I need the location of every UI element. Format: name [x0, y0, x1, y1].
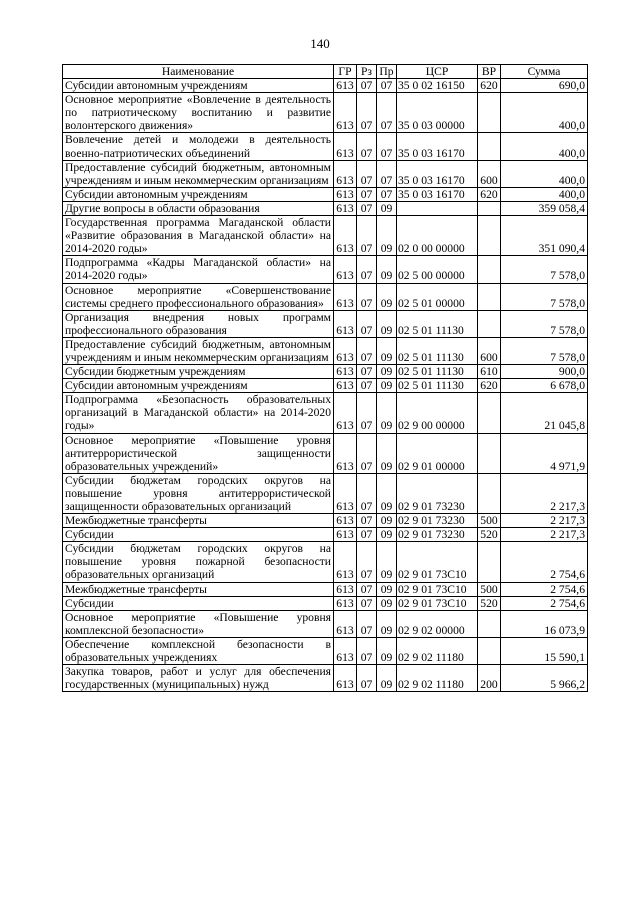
- cell-rz: 07: [357, 187, 377, 201]
- cell-sum: 400,0: [501, 93, 588, 133]
- cell-rz: 07: [357, 514, 377, 528]
- cell-pr: 07: [377, 187, 397, 201]
- cell-rz: 07: [357, 610, 377, 637]
- cell-name: Вовлечение детей и молодежи в деятельность военно-патриотических объединений: [63, 133, 334, 160]
- cell-rz: 07: [357, 133, 377, 160]
- table-row: [63, 201, 588, 215]
- cell-csr: 02 9 01 00000: [397, 433, 478, 473]
- cell-sum: 2 217,3: [501, 473, 588, 513]
- cell-pr: 09: [377, 610, 397, 637]
- cell-sum: 4 971,9: [501, 433, 588, 473]
- cell-rz: 07: [357, 93, 377, 133]
- cell-vr: 620: [478, 79, 501, 93]
- cell-pr: 07: [377, 160, 397, 187]
- cell-gr: 613: [334, 528, 357, 542]
- cell-rz: 07: [357, 542, 377, 582]
- cell-name: Субсидии бюджетам городских округов на повышение уровня антитеррористической защищенности образовательных организаций: [63, 473, 334, 513]
- cell-csr: 35 0 03 00000: [397, 93, 478, 133]
- cell-csr: 02 9 02 00000: [397, 610, 478, 637]
- table-row: [63, 582, 588, 596]
- cell-sum: 400,0: [501, 187, 588, 201]
- cell-gr: 613: [334, 256, 357, 283]
- cell-csr: 02 9 01 73230: [397, 514, 478, 528]
- table-row: [63, 665, 588, 692]
- table-row: [63, 596, 588, 610]
- cell-sum: 400,0: [501, 160, 588, 187]
- table-row: [63, 637, 588, 664]
- table-row: [63, 79, 588, 93]
- cell-gr: 613: [334, 665, 357, 692]
- cell-gr: 613: [334, 216, 357, 256]
- cell-vr: 520: [478, 528, 501, 542]
- cell-vr: [478, 637, 501, 664]
- cell-csr: 02 9 00 00000: [397, 393, 478, 433]
- cell-gr: 613: [334, 393, 357, 433]
- cell-rz: 07: [357, 637, 377, 664]
- table-row: [63, 514, 588, 528]
- cell-pr: 09: [377, 310, 397, 337]
- cell-pr: 09: [377, 201, 397, 215]
- cell-vr: 500: [478, 514, 501, 528]
- table-row: [63, 187, 588, 201]
- table-row: [63, 256, 588, 283]
- cell-name: Субсидии автономным учреждениям: [63, 379, 334, 393]
- cell-vr: [478, 93, 501, 133]
- cell-name: Подпрограмма «Кадры Магаданской области» на 2014-2020 годы»: [63, 256, 334, 283]
- header-rz: Рз: [357, 65, 377, 79]
- cell-vr: [478, 473, 501, 513]
- cell-sum: 690,0: [501, 79, 588, 93]
- cell-sum: 900,0: [501, 365, 588, 379]
- cell-pr: 09: [377, 283, 397, 310]
- cell-name: Другие вопросы в области образования: [63, 201, 334, 215]
- cell-rz: 07: [357, 582, 377, 596]
- cell-csr: 02 5 01 11130: [397, 337, 478, 364]
- cell-csr: 35 0 02 16150: [397, 79, 478, 93]
- cell-name: Закупка товаров, работ и услуг для обеспечения государственных (муниципальных) нужд: [63, 665, 334, 692]
- table-row: [63, 542, 588, 582]
- cell-csr: 02 5 01 00000: [397, 283, 478, 310]
- cell-vr: 620: [478, 187, 501, 201]
- cell-name: Обеспечение комплексной безопасности в образовательных учреждениях: [63, 637, 334, 664]
- header-vr: ВР: [478, 65, 501, 79]
- cell-vr: [478, 283, 501, 310]
- cell-csr: 02 9 01 73230: [397, 528, 478, 542]
- header-sum: Сумма: [501, 65, 588, 79]
- table-row: [63, 473, 588, 513]
- cell-gr: 613: [334, 365, 357, 379]
- cell-name: Субсидии автономным учреждениям: [63, 79, 334, 93]
- cell-gr: 613: [334, 433, 357, 473]
- cell-csr: 02 5 00 00000: [397, 256, 478, 283]
- cell-rz: 07: [357, 201, 377, 215]
- cell-gr: 613: [334, 133, 357, 160]
- cell-gr: 613: [334, 283, 357, 310]
- cell-sum: 7 578,0: [501, 310, 588, 337]
- cell-rz: 07: [357, 433, 377, 473]
- cell-name: Предоставление субсидий бюджетным, автономным учреждениям и иным некоммерческим организациям: [63, 160, 334, 187]
- cell-pr: 09: [377, 337, 397, 364]
- cell-gr: 613: [334, 160, 357, 187]
- cell-pr: 09: [377, 433, 397, 473]
- cell-rz: 07: [357, 79, 377, 93]
- cell-name: Основное мероприятие «Вовлечение в деятельность по патриотическому воспитанию и развитие волонтерского движения»: [63, 93, 334, 133]
- cell-vr: 620: [478, 379, 501, 393]
- cell-name: Субсидии: [63, 528, 334, 542]
- cell-vr: [478, 310, 501, 337]
- cell-gr: 613: [334, 201, 357, 215]
- table-row: [63, 433, 588, 473]
- cell-vr: [478, 256, 501, 283]
- cell-pr: 09: [377, 665, 397, 692]
- cell-name: Субсидии бюджетным учреждениям: [63, 365, 334, 379]
- cell-pr: 09: [377, 596, 397, 610]
- cell-gr: 613: [334, 310, 357, 337]
- cell-pr: 09: [377, 216, 397, 256]
- cell-name: Субсидии бюджетам городских округов на повышение уровня пожарной безопасности образовательных организаций: [63, 542, 334, 582]
- cell-gr: 613: [334, 379, 357, 393]
- cell-name: Государственная программа Магаданской области «Развитие образования в Магаданской области» на 2014-2020 годы»: [63, 216, 334, 256]
- cell-rz: 07: [357, 379, 377, 393]
- cell-vr: [478, 133, 501, 160]
- header-name: Наименование: [63, 65, 334, 79]
- cell-csr: 02 9 02 11180: [397, 665, 478, 692]
- page-number: 140: [310, 36, 330, 51]
- cell-pr: 09: [377, 582, 397, 596]
- cell-sum: 2 217,3: [501, 528, 588, 542]
- cell-name: Предоставление субсидий бюджетным, автономным учреждениям и иным некоммерческим организациям: [63, 337, 334, 364]
- cell-sum: 2 754,6: [501, 596, 588, 610]
- cell-vr: 520: [478, 596, 501, 610]
- table-body: [63, 79, 588, 692]
- cell-pr: 07: [377, 79, 397, 93]
- table-row: [63, 379, 588, 393]
- cell-sum: 7 578,0: [501, 283, 588, 310]
- table-row: [63, 337, 588, 364]
- cell-sum: 6 678,0: [501, 379, 588, 393]
- cell-gr: 613: [334, 610, 357, 637]
- cell-rz: 07: [357, 596, 377, 610]
- cell-vr: [478, 216, 501, 256]
- cell-vr: 200: [478, 665, 501, 692]
- cell-sum: 2 754,6: [501, 542, 588, 582]
- cell-sum: 16 073,9: [501, 610, 588, 637]
- table-row: [63, 393, 588, 433]
- table-header-row: [63, 65, 588, 79]
- cell-name: Межбюджетные трансферты: [63, 582, 334, 596]
- table-row: [63, 365, 588, 379]
- cell-rz: 07: [357, 393, 377, 433]
- cell-name: Межбюджетные трансферты: [63, 514, 334, 528]
- cell-rz: 07: [357, 665, 377, 692]
- cell-name: Основное мероприятие «Повышение уровня антитеррористической защищенности образовательных учреждений»: [63, 433, 334, 473]
- cell-csr: 02 9 01 73С10: [397, 596, 478, 610]
- cell-csr: 35 0 03 16170: [397, 160, 478, 187]
- table-row: [63, 133, 588, 160]
- cell-csr: 02 9 01 73230: [397, 473, 478, 513]
- cell-vr: 500: [478, 582, 501, 596]
- cell-gr: 613: [334, 473, 357, 513]
- table-row: [63, 310, 588, 337]
- cell-pr: 09: [377, 365, 397, 379]
- cell-name: Субсидии автономным учреждениям: [63, 187, 334, 201]
- cell-name: Основное мероприятие «Повышение уровня комплексной безопасности»: [63, 610, 334, 637]
- cell-sum: 7 578,0: [501, 337, 588, 364]
- cell-pr: 09: [377, 542, 397, 582]
- cell-pr: 09: [377, 637, 397, 664]
- cell-gr: 613: [334, 187, 357, 201]
- cell-sum: 2 754,6: [501, 582, 588, 596]
- cell-sum: 359 058,4: [501, 201, 588, 215]
- header-csr: ЦСР: [397, 65, 478, 79]
- cell-csr: 02 5 01 11130: [397, 365, 478, 379]
- table-row: [63, 93, 588, 133]
- table-row: [63, 528, 588, 542]
- cell-csr: 02 9 01 73С10: [397, 582, 478, 596]
- cell-sum: 5 966,2: [501, 665, 588, 692]
- cell-csr: 02 5 01 11130: [397, 310, 478, 337]
- cell-gr: 613: [334, 93, 357, 133]
- cell-rz: 07: [357, 473, 377, 513]
- cell-gr: 613: [334, 596, 357, 610]
- cell-rz: 07: [357, 365, 377, 379]
- cell-gr: 613: [334, 79, 357, 93]
- cell-gr: 613: [334, 542, 357, 582]
- cell-vr: 600: [478, 160, 501, 187]
- table-row: [63, 160, 588, 187]
- cell-pr: 07: [377, 133, 397, 160]
- cell-csr: 02 9 01 73С10: [397, 542, 478, 582]
- cell-sum: 400,0: [501, 133, 588, 160]
- cell-sum: 7 578,0: [501, 256, 588, 283]
- cell-gr: 613: [334, 582, 357, 596]
- cell-sum: 21 045,8: [501, 393, 588, 433]
- header-gr: ГР: [334, 65, 357, 79]
- cell-rz: 07: [357, 337, 377, 364]
- cell-rz: 07: [357, 310, 377, 337]
- header-pr: Пр: [377, 65, 397, 79]
- cell-pr: 09: [377, 393, 397, 433]
- cell-rz: 07: [357, 283, 377, 310]
- cell-csr: 35 0 03 16170: [397, 133, 478, 160]
- table-row: [63, 610, 588, 637]
- cell-vr: [478, 542, 501, 582]
- cell-rz: 07: [357, 528, 377, 542]
- cell-vr: [478, 201, 501, 215]
- cell-csr: 02 0 00 00000: [397, 216, 478, 256]
- cell-vr: [478, 610, 501, 637]
- cell-pr: 09: [377, 514, 397, 528]
- cell-name: Подпрограмма «Безопасность образовательных организаций в Магаданской области» на 2014-2020 годы»: [63, 393, 334, 433]
- cell-rz: 07: [357, 256, 377, 283]
- cell-csr: 02 5 01 11130: [397, 379, 478, 393]
- cell-rz: 07: [357, 160, 377, 187]
- cell-vr: [478, 433, 501, 473]
- cell-sum: 2 217,3: [501, 514, 588, 528]
- cell-gr: 613: [334, 637, 357, 664]
- cell-pr: 09: [377, 379, 397, 393]
- cell-pr: 09: [377, 256, 397, 283]
- cell-pr: 09: [377, 528, 397, 542]
- cell-csr: 02 9 02 11180: [397, 637, 478, 664]
- cell-name: Основное мероприятие «Совершенствование системы среднего профессионального образования»: [63, 283, 334, 310]
- cell-vr: 600: [478, 337, 501, 364]
- cell-csr: 35 0 03 16170: [397, 187, 478, 201]
- cell-pr: 09: [377, 473, 397, 513]
- cell-vr: 610: [478, 365, 501, 379]
- cell-gr: 613: [334, 514, 357, 528]
- cell-sum: 15 590,1: [501, 637, 588, 664]
- cell-csr: [397, 201, 478, 215]
- table-row: [63, 216, 588, 256]
- cell-rz: 07: [357, 216, 377, 256]
- cell-pr: 07: [377, 93, 397, 133]
- cell-name: Субсидии: [63, 596, 334, 610]
- budget-table: [62, 64, 588, 692]
- table-row: [63, 283, 588, 310]
- cell-vr: [478, 393, 501, 433]
- cell-sum: 351 090,4: [501, 216, 588, 256]
- cell-name: Организация внедрения новых программ профессионального образования: [63, 310, 334, 337]
- cell-gr: 613: [334, 337, 357, 364]
